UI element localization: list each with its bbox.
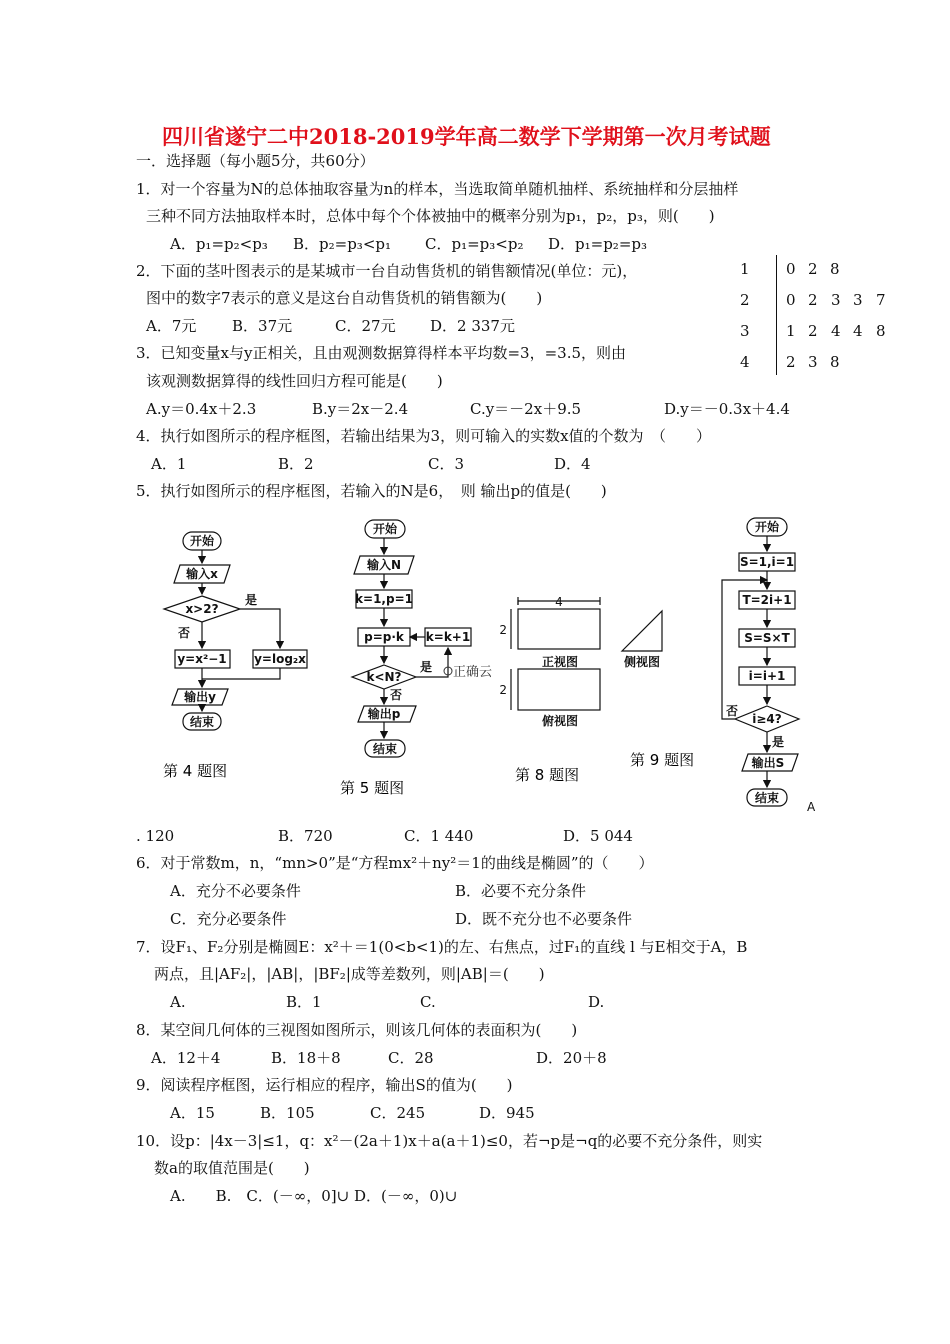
q9-option-a: A．15 bbox=[170, 1104, 215, 1122]
fig9-no: 否 bbox=[726, 704, 739, 718]
stem-value: 2 bbox=[740, 291, 750, 309]
leaf-value: 3 bbox=[808, 353, 818, 371]
q3-option-c: C.y＝－2x＋9.5 bbox=[470, 400, 582, 418]
leaf-value: 7 bbox=[876, 291, 886, 309]
fig9-caption: 第 9 题图 bbox=[630, 751, 695, 769]
q2-option-c: C．27元 bbox=[335, 317, 396, 335]
q3-stem: 3．已知变量x与y正相关，且由观测数据算得样本平均数=3，=3.5，则由 bbox=[136, 344, 627, 362]
fig9-init: S=1,i=1 bbox=[739, 555, 795, 569]
fig4-no: 否 bbox=[178, 626, 191, 640]
q9-option-c: C．245 bbox=[370, 1104, 426, 1122]
q5-option-a: . 120 bbox=[136, 827, 175, 845]
q1-option-a: A．p₁=p₂<p₃ bbox=[170, 235, 268, 253]
figures bbox=[0, 505, 950, 825]
q5-option-b: B．720 bbox=[278, 827, 333, 845]
fig8-front-view: 正视图 bbox=[541, 655, 579, 669]
fig9-yes: 是 bbox=[772, 735, 785, 749]
q2-option-d: D．2 337元 bbox=[430, 317, 515, 335]
q7-option-b: B．1 bbox=[286, 993, 322, 1011]
stem-leaf-divider bbox=[776, 255, 777, 375]
q7-option-a: A. bbox=[170, 993, 186, 1011]
q7-option-d: D. bbox=[588, 993, 605, 1011]
fig4-end: 结束 bbox=[189, 715, 215, 729]
q2-stem-cont: 图中的数字7表示的意义是这台自动售货机的销售额为( ) bbox=[146, 289, 543, 307]
q7-stem: 7．设F₁、F₂分别是椭圆E：x²＋＝1(0<b<1)的左、右焦点，过F₁的直线 l 与E相交于A，B bbox=[136, 938, 748, 956]
q6-option-b: B．必要不充分条件 bbox=[455, 882, 587, 900]
q3-option-b: B.y＝2x－2.4 bbox=[312, 400, 409, 418]
fig5-inc: k=k+1 bbox=[425, 630, 471, 644]
leaf-value: 8 bbox=[876, 322, 886, 340]
q6-stem: 6．对于常数m，n，“mn>0”是“方程mx²＋ny²＝1的曲线是椭圆”的（ ） bbox=[136, 854, 654, 872]
q10-stem: 10．设p：|4x－3|≤1，q：x²－(2a＋1)x＋a(a＋1)≤0，若¬p是¬q的必要不充分条件，则实 bbox=[136, 1132, 763, 1150]
leaf-value: 0 bbox=[786, 260, 796, 278]
q5-option-c: C．1 440 bbox=[404, 827, 474, 845]
fig5-yes: 是 bbox=[420, 660, 433, 674]
leaf-value: 4 bbox=[853, 322, 863, 340]
fig8-top-view: 俯视图 bbox=[541, 714, 579, 728]
fig4-input: 输入x bbox=[186, 567, 218, 581]
fig5-caption: 第 5 题图 bbox=[340, 779, 405, 797]
q4-stem: 4．执行如图所示的程序框图，若输出结果为3，则可输入的实数x值的个数为 （ ） bbox=[136, 427, 712, 445]
fig5-init: k=1,p=1 bbox=[355, 592, 413, 606]
fig8-width: 4 bbox=[555, 595, 563, 609]
fig9-start: 开始 bbox=[754, 520, 780, 534]
fig4-condition: x>2? bbox=[185, 602, 219, 616]
q4-option-b: B．2 bbox=[278, 455, 314, 473]
q2-option-b: B．37元 bbox=[232, 317, 293, 335]
q3-option-a: A.y＝0.4x＋2.3 bbox=[146, 400, 257, 418]
q7-option-c: C. bbox=[420, 993, 436, 1011]
fig4-start: 开始 bbox=[189, 534, 215, 548]
leaf-value: 2 bbox=[808, 260, 818, 278]
fig8-height-front: 2 bbox=[499, 623, 507, 637]
q1-stem: 1．对一个容量为N的总体抽取容量为n的样本，当选取简单随机抽样、系统抽样和分层抽样 bbox=[136, 180, 739, 198]
fig5-output: 输出p bbox=[367, 707, 401, 721]
q4-option-d: D．4 bbox=[554, 455, 591, 473]
leaf-value: 3 bbox=[831, 291, 841, 309]
q6-option-c: C．充分必要条件 bbox=[170, 910, 287, 928]
q10-options: A. B. C．(－∞，0]∪ D．(－∞，0)∪ bbox=[170, 1187, 458, 1205]
leaf-value: 4 bbox=[831, 322, 841, 340]
q3-stem-cont: 该观测数据算得的线性回归方程可能是( ) bbox=[146, 372, 443, 390]
leaf-value: 3 bbox=[853, 291, 863, 309]
fig9-inc: i=i+1 bbox=[748, 669, 786, 683]
q1-stem-cont: 三种不同方法抽取样本时，总体中每个个体被抽中的概率分别为p₁，p₂，p₃，则( ) bbox=[146, 207, 715, 225]
watermark-text: 正确云 bbox=[453, 665, 493, 680]
q4-option-a: A．1 bbox=[151, 455, 187, 473]
q8-option-d: D．20＋8 bbox=[536, 1049, 607, 1067]
fig8-height-top: 2 bbox=[499, 683, 507, 697]
q8-stem: 8．某空间几何体的三视图如图所示，则该几何体的表面积为( ) bbox=[136, 1021, 578, 1039]
fig4-right-box: y=log₂x bbox=[254, 652, 306, 666]
fig4-left-box: y=x²−1 bbox=[177, 652, 227, 666]
fig5-condition: k<N? bbox=[366, 670, 402, 684]
stem-value: 1 bbox=[740, 260, 750, 278]
leaf-value: 2 bbox=[808, 322, 818, 340]
fig8-caption: 第 8 题图 bbox=[515, 766, 580, 784]
q8-option-c: C．28 bbox=[388, 1049, 434, 1067]
q8-option-b: B．18＋8 bbox=[271, 1049, 341, 1067]
stem-value: 3 bbox=[740, 322, 750, 340]
q4-option-c: C．3 bbox=[428, 455, 465, 473]
q9-option-d: D．945 bbox=[479, 1104, 535, 1122]
leaf-value: 1 bbox=[786, 322, 796, 340]
fig9-t: T=2i+1 bbox=[742, 593, 792, 607]
fig8-side-view: 侧视图 bbox=[623, 655, 661, 669]
fig5-end: 结束 bbox=[372, 742, 398, 756]
fig5-input: 输入N bbox=[366, 558, 402, 572]
fig4-yes: 是 bbox=[245, 593, 258, 607]
page-title: 四川省遂宁二中2018-2019学年高二数学下学期第一次月考试题 bbox=[162, 124, 771, 149]
q1-option-d: D．p₁=p₂=p₃ bbox=[548, 235, 648, 253]
q2-option-a: A．7元 bbox=[146, 317, 197, 335]
q1-option-c: C．p₁=p₃<p₂ bbox=[425, 235, 524, 253]
fig9-mark: A bbox=[807, 800, 816, 814]
fig9-output: 输出S bbox=[751, 756, 785, 770]
stem-value: 4 bbox=[740, 353, 750, 371]
q9-stem: 9．阅读程序框图，运行相应的程序，输出S的值为( ) bbox=[136, 1076, 513, 1094]
q1-option-b: B．p₂=p₃<p₁ bbox=[293, 235, 392, 253]
q3-option-d: D.y＝－0.3x＋4.4 bbox=[664, 400, 790, 418]
fig4-output: 输出y bbox=[184, 690, 216, 704]
leaf-value: 2 bbox=[808, 291, 818, 309]
q5-stem: 5．执行如图所示的程序框图，若输入的N是6， 则 输出p的值是( ) bbox=[136, 482, 607, 500]
leaf-value: 8 bbox=[830, 353, 840, 371]
leaf-value: 8 bbox=[830, 260, 840, 278]
q7-stem-cont: 两点，且|AF₂|，|AB|，|BF₂|成等差数列，则|AB|＝( ) bbox=[154, 965, 545, 983]
q5-option-d: D．5 044 bbox=[563, 827, 633, 845]
fig9-end: 结束 bbox=[754, 791, 780, 805]
q2-stem: 2．下面的茎叶图表示的是某城市一台自动售货机的销售额情况(单位：元)， bbox=[136, 262, 638, 280]
q8-option-a: A．12＋4 bbox=[151, 1049, 221, 1067]
fig5-no: 否 bbox=[390, 688, 403, 702]
fig5-start: 开始 bbox=[372, 522, 398, 536]
leaf-value: 0 bbox=[786, 291, 796, 309]
q9-option-b: B．105 bbox=[260, 1104, 315, 1122]
q6-option-d: D．既不充分也不必要条件 bbox=[455, 910, 633, 928]
fig5-calc: p=p·k bbox=[364, 630, 404, 644]
fig4-caption: 第 4 题图 bbox=[163, 762, 228, 780]
leaf-value: 2 bbox=[786, 353, 796, 371]
section-heading: 一．选择题（每小题5分，共60分） bbox=[136, 152, 375, 170]
q6-option-a: A．充分不必要条件 bbox=[170, 882, 301, 900]
q10-stem-cont: 数a的取值范围是( ) bbox=[154, 1159, 310, 1177]
fig9-condition: i≥4? bbox=[752, 712, 782, 726]
fig9-s: S=S×T bbox=[744, 631, 790, 645]
